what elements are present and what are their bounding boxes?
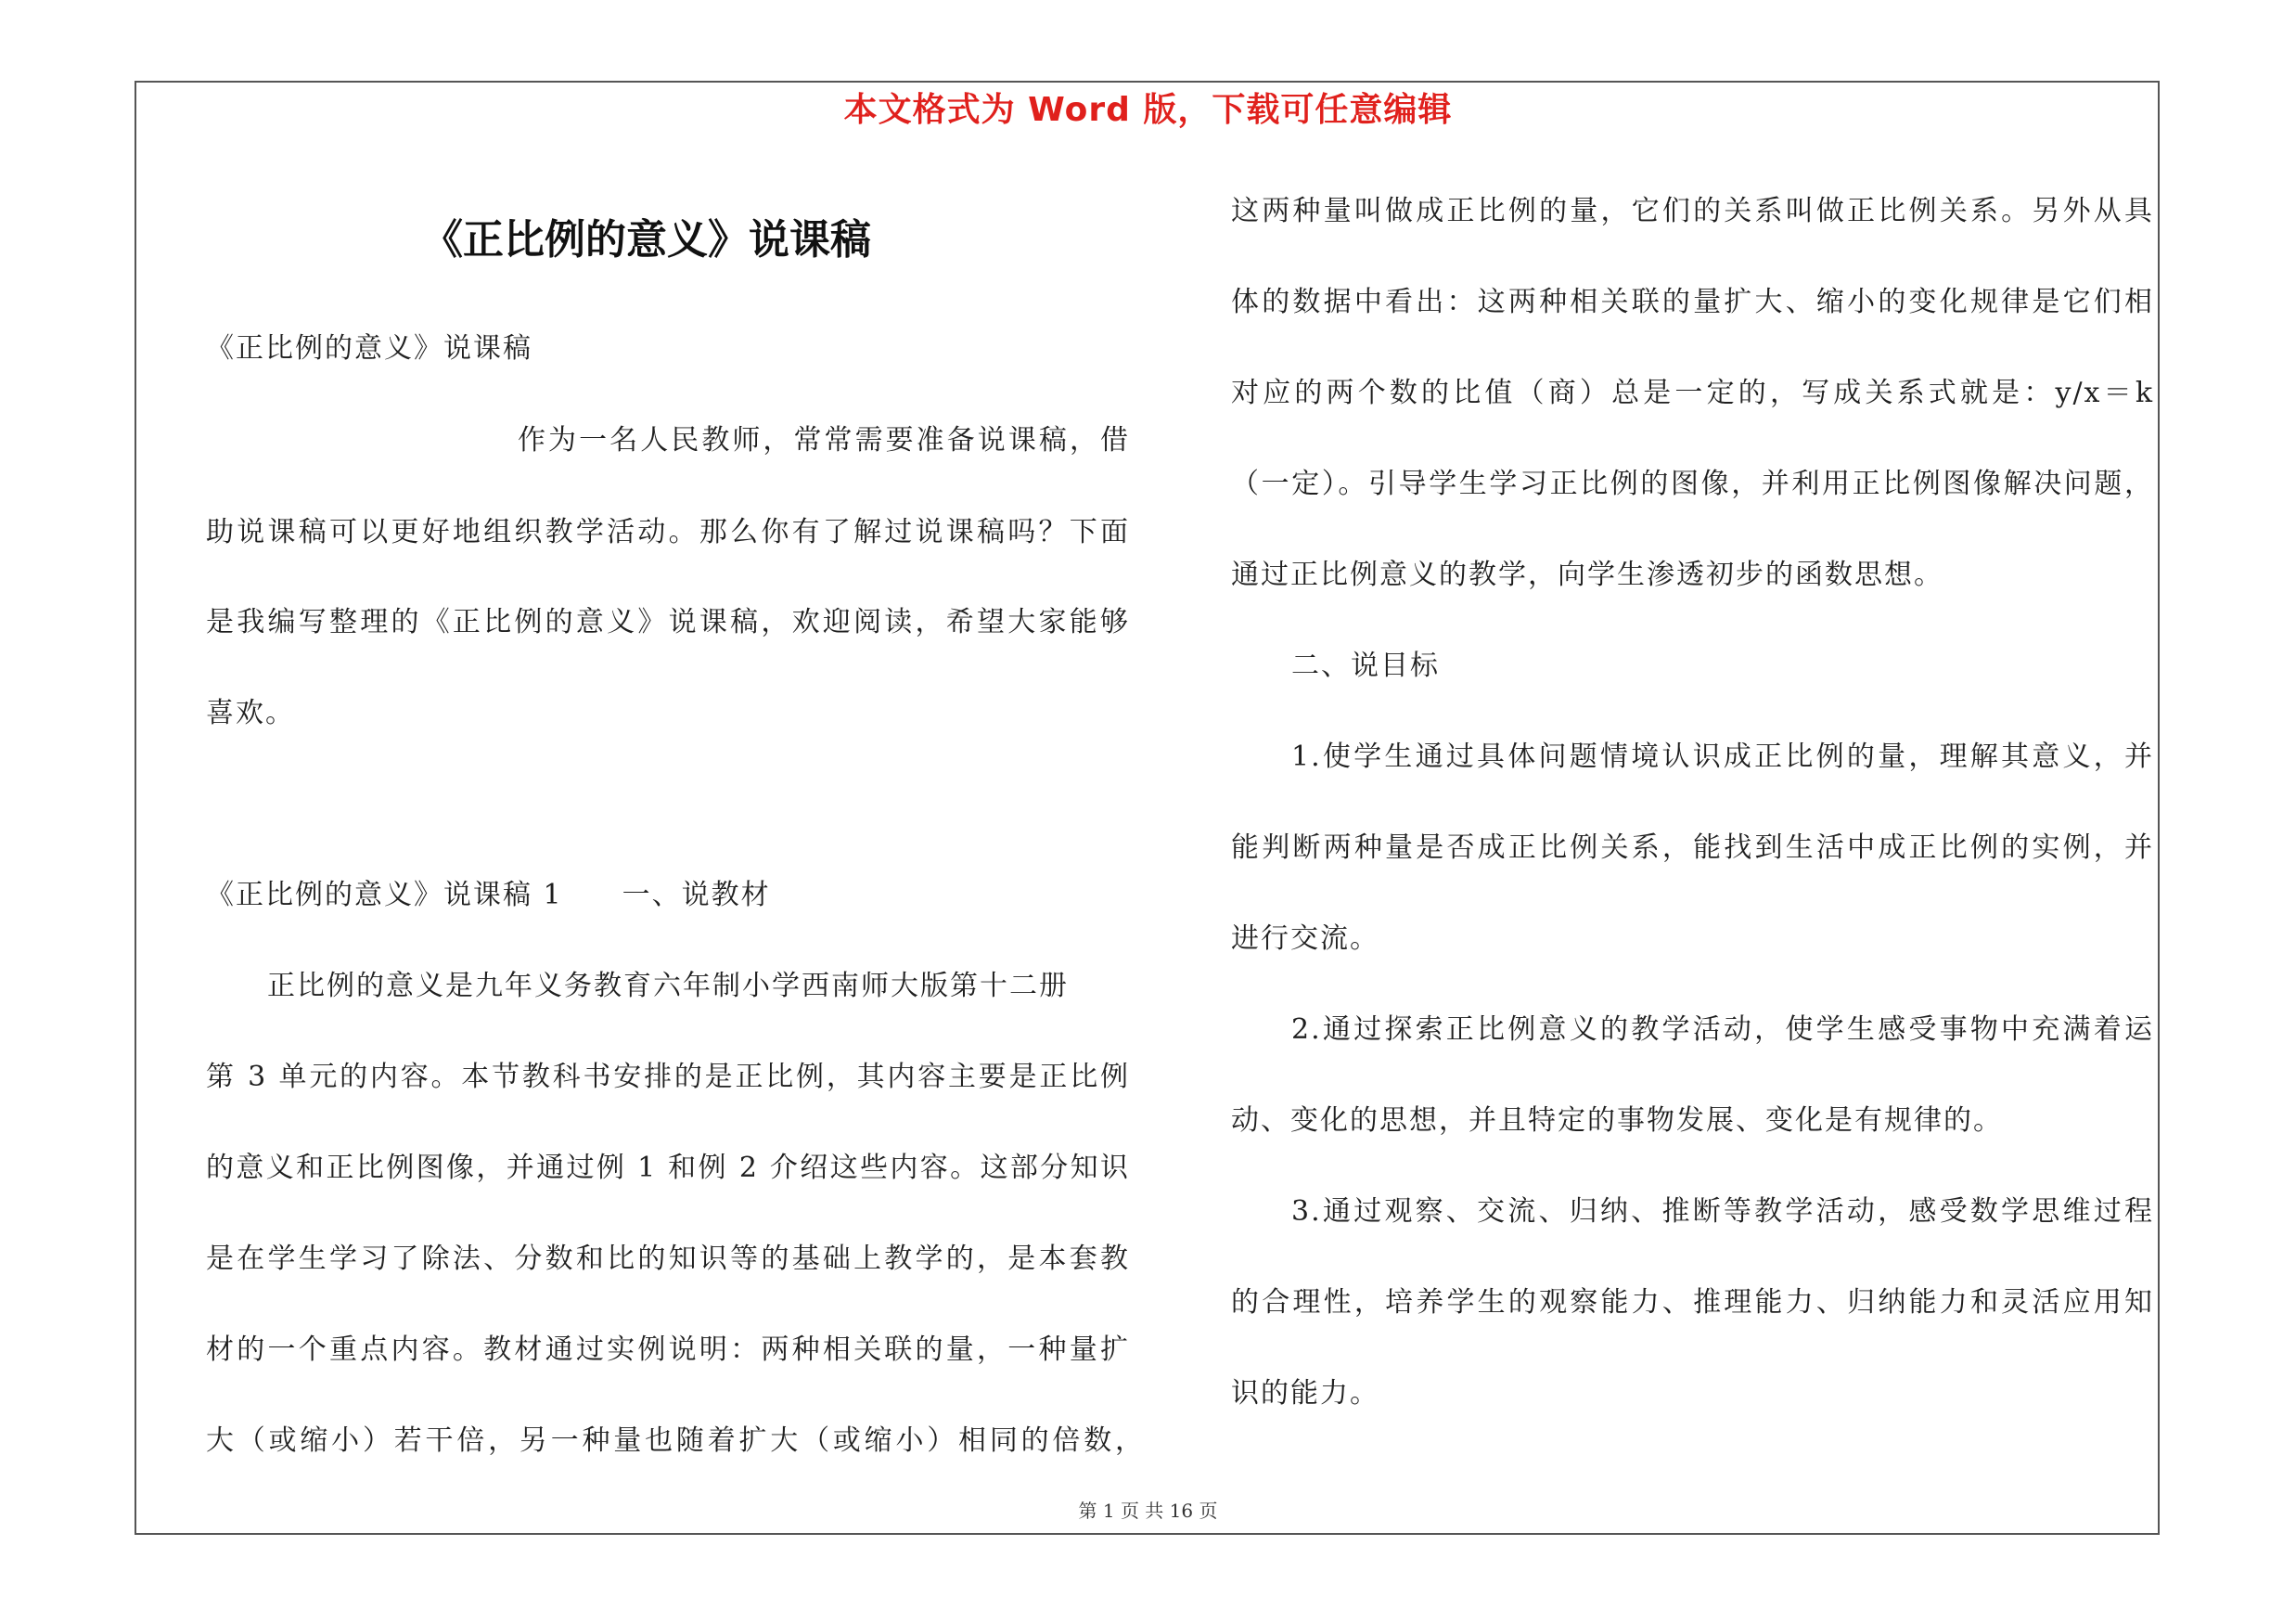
paragraph-line: 喜欢。 (206, 697, 295, 729)
paragraph-line: 识的能力。 (1231, 1377, 1379, 1410)
paragraph-line: 体的数据中看出：这两种相关联的量扩大、缩小的变化规律是它们相 (1231, 286, 2154, 318)
paragraph-line: 的意义和正比例图像，并通过例 1 和例 2 介绍这些内容。这部分知识 (206, 1152, 1130, 1184)
paragraph-line: 正比例的意义是九年义务教育六年制小学西南师大版第十二册 (267, 970, 1069, 1002)
paragraph-line: 的合理性，培养学生的观察能力、推理能力、归纳能力和灵活应用知 (1231, 1286, 2154, 1319)
paragraph-line: 动、变化的思想，并且特定的事物发展、变化是有规律的。 (1231, 1104, 2003, 1137)
paragraph-line: 是在学生学习了除法、分数和比的知识等的基础上教学的，是本套教 (206, 1243, 1130, 1275)
section-heading: 二、说目标 (1291, 650, 1440, 682)
paragraph-line: 3.通过观察、交流、归纳、推断等教学活动，感受数学思维过程 (1291, 1195, 2154, 1228)
paragraph-line: 大（或缩小）若干倍，另一种量也随着扩大（或缩小）相同的倍数， (206, 1424, 1145, 1457)
paragraph-line: 《正比例的意义》说课稿 (206, 332, 532, 365)
paragraph-line: 进行交流。 (1231, 922, 1379, 955)
paragraph-line: （一定）。引导学生学习正比例的图像，并利用正比例图像解决问题， (1231, 468, 2154, 500)
paragraph-line: 第 3 单元的内容。本节教科书安排的是正比例，其内容主要是正比例 (206, 1061, 1130, 1093)
page-footer: 第 1 页 共 16 页 (1078, 1500, 1218, 1522)
paragraph-line: 作为一名人民教师，常常需要准备说课稿，借 (518, 424, 1130, 457)
format-banner: 本文格式为 Word 版，下载可任意编辑 (843, 91, 1453, 129)
paragraph-line: 是我编写整理的《正比例的意义》说课稿，欢迎阅读，希望大家能够 (206, 606, 1130, 638)
paragraph-line: 助说课稿可以更好地组织教学活动。那么你有了解过说课稿吗？下面 (206, 516, 1130, 548)
document-title: 《正比例的意义》说课稿 (422, 216, 871, 264)
paragraph-line: 2.通过探索正比例意义的教学活动，使学生感受事物中充满着运 (1291, 1013, 2154, 1046)
paragraph-line: 材的一个重点内容。教材通过实例说明：两种相关联的量，一种量扩 (206, 1333, 1130, 1366)
paragraph-line: 能判断两种量是否成正比例关系，能找到生活中成正比例的实例，并 (1231, 831, 2154, 864)
paragraph-line: 这两种量叫做成正比例的量，它们的关系叫做正比例关系。另外从具 (1231, 195, 2154, 227)
paragraph-line: 1.使学生通过具体问题情境认识成正比例的量，理解其意义，并 (1291, 741, 2154, 773)
paragraph-line: 通过正比例意义的教学，向学生渗透初步的函数思想。 (1231, 559, 1943, 591)
section-heading: 《正比例的意义》说课稿 1 一、说教材 (206, 879, 771, 911)
paragraph-line: 对应的两个数的比值（商）总是一定的，写成关系式就是：y/x＝k (1231, 377, 2154, 409)
